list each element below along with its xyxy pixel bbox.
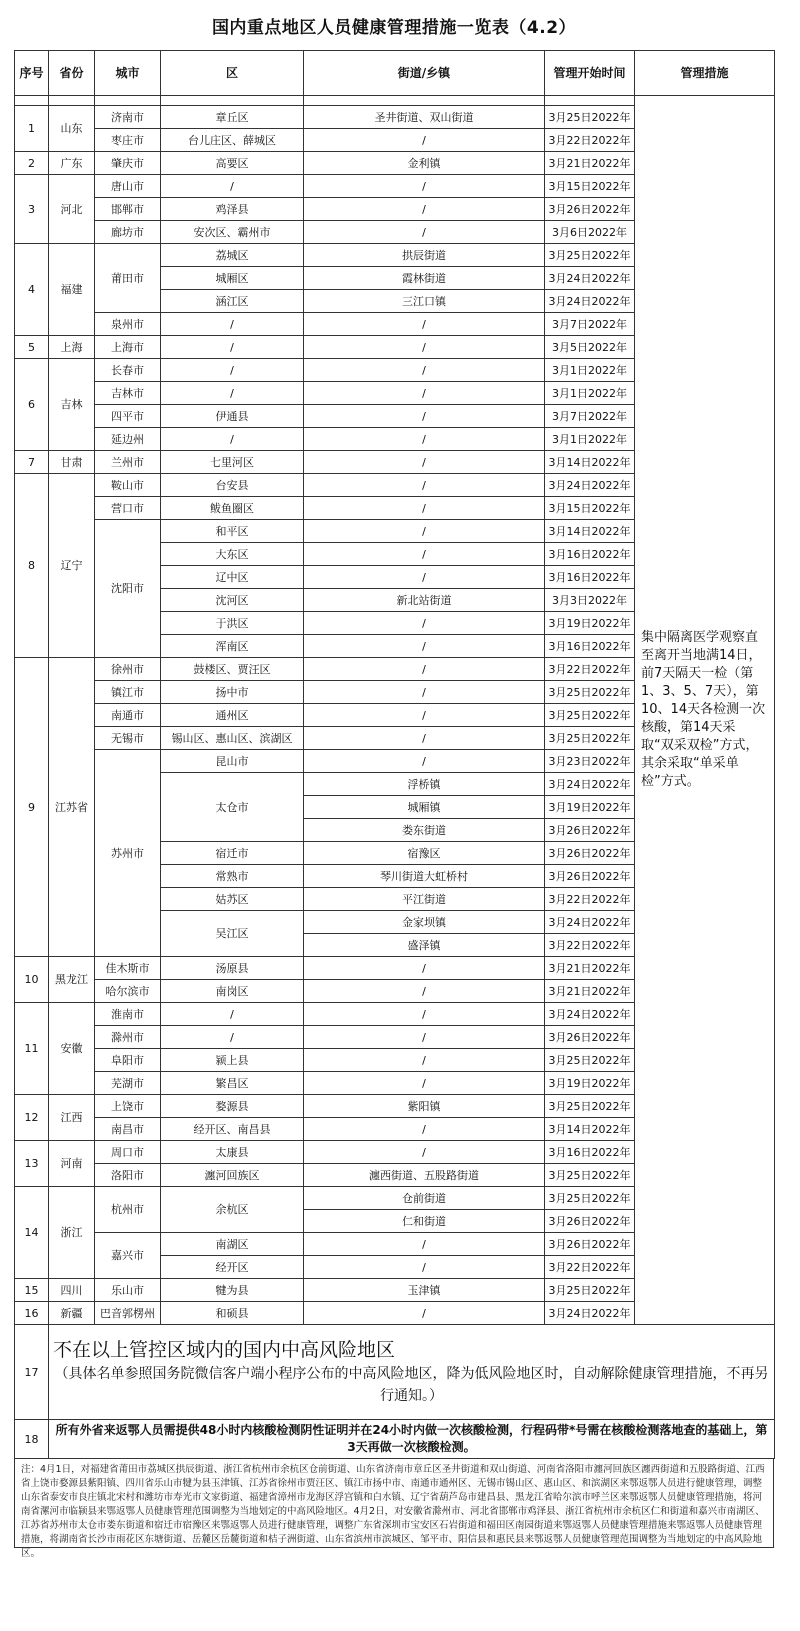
- row-17: [15, 1325, 775, 1420]
- col-header-district: 区: [161, 51, 304, 96]
- city-cell: 枣庄市: [95, 129, 161, 152]
- province-cell: 上海: [49, 336, 95, 359]
- street-cell: /: [304, 313, 545, 336]
- empty-cell: [49, 96, 95, 106]
- row17-main-text: 不在以上管控区域内的国内中高风险地区: [53, 1339, 396, 1361]
- date-cell: 3月26日2022年: [545, 865, 635, 888]
- district-cell: 汤原县: [161, 957, 304, 980]
- row-18: [15, 1420, 775, 1459]
- date-cell: 3月14日2022年: [545, 451, 635, 474]
- street-cell: /: [304, 129, 545, 152]
- street-cell: 新北站街道: [304, 589, 545, 612]
- district-cell: 婺源县: [161, 1095, 304, 1118]
- province-cell: 吉林: [49, 359, 95, 451]
- footnote: 注：4月1日，对福建省莆田市荔城区拱辰街道、浙江省杭州市余杭区仓前街道、山东省济南市章丘区圣井街道和双山街道、河南省洛阳市瀍河回族区瀍西街道和五股路街道、江西省上饶市婺源县紫阳镇、四川省乐山市犍为县玉津镇、江苏省徐州市贾汪区、镇江市扬中市、南通市通州区、无锡市锡山区、惠山区、和滨湖区来鄂返鄂人员进行健康管理，调整山东省泰安市良庄镇北宋村和潍坊市寿光市文家街道、福建省漳州市龙海区浮宫镇和白水镇、辽宁省葫芦岛市建昌县、黑龙江省哈尔滨市呼兰区来鄂返鄂人员健康管理措施，将河南省漯河市临颍县来鄂返鄂人员健康管理范围调整为当地划定的中高风险地区。4月2日，对安徽省滁州市、河北省邯郸市鸡泽县、浙江省杭州市余杭区仁和街道和嘉兴市南湖区、江苏省苏州市太仓市娄东街道和宿迁市宿豫区来鄂返鄂人员进行健康管理，调整广东省深圳市宝安区石岩街道和福田区南园街道来鄂返鄂人员健康管理措施来鄂返鄂人员健康管理措施，将湖南省长沙市雨花区东塘街道、岳麓区岳麓街道和桔子洲街道、山东省滨州市滨城区、邹平市、阳信县和惠民县来鄂返鄂人员健康管理范围调整为当地划定的中高风险地区。: [14, 1459, 774, 1548]
- row-number: 1: [15, 106, 49, 152]
- row-number: 16: [15, 1302, 49, 1325]
- district-cell: 台安县: [161, 474, 304, 497]
- page-title: 国内重点地区人员健康管理措施一览表（4.2）: [211, 17, 577, 38]
- district-cell: 经开区: [161, 1256, 304, 1279]
- street-cell: /: [304, 1049, 545, 1072]
- city-cell: 肇庆市: [95, 152, 161, 175]
- district-cell: 台儿庄区、薛城区: [161, 129, 304, 152]
- date-cell: 3月24日2022年: [545, 267, 635, 290]
- street-cell: 紫阳镇: [304, 1095, 545, 1118]
- date-cell: 3月16日2022年: [545, 635, 635, 658]
- province-cell: 山东: [49, 106, 95, 152]
- date-cell: 3月22日2022年: [545, 934, 635, 957]
- date-cell: 3月25日2022年: [545, 1095, 635, 1118]
- street-cell: /: [304, 543, 545, 566]
- district-cell: /: [161, 1026, 304, 1049]
- date-cell: 3月21日2022年: [545, 957, 635, 980]
- date-cell: 3月24日2022年: [545, 773, 635, 796]
- date-cell: 3月21日2022年: [545, 152, 635, 175]
- date-cell: 3月1日2022年: [545, 382, 635, 405]
- page: [14, 0, 774, 1559]
- date-cell: 3月26日2022年: [545, 198, 635, 221]
- date-cell: 3月22日2022年: [545, 129, 635, 152]
- row-number: 11: [15, 1003, 49, 1095]
- col-header-city: 城市: [95, 51, 161, 96]
- street-cell: /: [304, 635, 545, 658]
- city-cell: 延边州: [95, 428, 161, 451]
- street-cell: /: [304, 980, 545, 1003]
- row-number: 13: [15, 1141, 49, 1187]
- date-cell: 3月6日2022年: [545, 221, 635, 244]
- street-cell: 浮桥镇: [304, 773, 545, 796]
- district-cell: 经开区、南昌县: [161, 1118, 304, 1141]
- city-cell: 嘉兴市: [95, 1233, 161, 1279]
- city-cell: 芜湖市: [95, 1072, 161, 1095]
- date-cell: 3月16日2022年: [545, 543, 635, 566]
- table-body: [15, 96, 775, 1459]
- district-cell: 南湖区: [161, 1233, 304, 1256]
- street-cell: 金家坝镇: [304, 911, 545, 934]
- district-cell: 鲅鱼圈区: [161, 497, 304, 520]
- row-number: 15: [15, 1279, 49, 1302]
- date-cell: 3月24日2022年: [545, 290, 635, 313]
- province-cell: 甘肃: [49, 451, 95, 474]
- row-number: 3: [15, 175, 49, 244]
- row-number: 4: [15, 244, 49, 336]
- province-cell: 安徽: [49, 1003, 95, 1095]
- street-cell: /: [304, 658, 545, 681]
- city-cell: 上饶市: [95, 1095, 161, 1118]
- row-number: 2: [15, 152, 49, 175]
- date-cell: 3月21日2022年: [545, 980, 635, 1003]
- city-cell: 佳木斯市: [95, 957, 161, 980]
- district-cell: 七里河区: [161, 451, 304, 474]
- date-cell: 3月24日2022年: [545, 1302, 635, 1325]
- city-cell: 莆田市: [95, 244, 161, 313]
- street-cell: /: [304, 566, 545, 589]
- date-cell: 3月25日2022年: [545, 1187, 635, 1210]
- city-cell: 长春市: [95, 359, 161, 382]
- date-cell: 3月24日2022年: [545, 911, 635, 934]
- city-cell: 唐山市: [95, 175, 161, 198]
- district-cell: 南岗区: [161, 980, 304, 1003]
- date-cell: 3月16日2022年: [545, 1141, 635, 1164]
- city-cell: 巴音郭楞州: [95, 1302, 161, 1325]
- col-header-street: 街道/乡镇: [304, 51, 545, 96]
- measure-cell: 集中隔离医学观察直至离开当地满14日，前7天隔天一检（第1、3、5、7天），第10、14天各检测一次核酸，第14天采取“双采双检”方式，其余采取“单采单检”方式。: [635, 96, 775, 1325]
- district-cell: 常熟市: [161, 865, 304, 888]
- district-cell: 荔城区: [161, 244, 304, 267]
- city-cell: 哈尔滨市: [95, 980, 161, 1003]
- street-cell: 宿豫区: [304, 842, 545, 865]
- city-cell: 杭州市: [95, 1187, 161, 1233]
- date-cell: 3月22日2022年: [545, 1256, 635, 1279]
- date-cell: 3月25日2022年: [545, 1279, 635, 1302]
- district-cell: 犍为县: [161, 1279, 304, 1302]
- city-cell: 无锡市: [95, 727, 161, 750]
- street-cell: 三江口镇: [304, 290, 545, 313]
- street-cell: 仓前街道: [304, 1187, 545, 1210]
- date-cell: 3月25日2022年: [545, 1049, 635, 1072]
- date-cell: 3月15日2022年: [545, 175, 635, 198]
- street-cell: /: [304, 750, 545, 773]
- street-cell: /: [304, 520, 545, 543]
- date-cell: 3月14日2022年: [545, 520, 635, 543]
- street-cell: /: [304, 405, 545, 428]
- date-cell: 3月7日2022年: [545, 405, 635, 428]
- street-cell: /: [304, 336, 545, 359]
- city-cell: 上海市: [95, 336, 161, 359]
- district-cell: /: [161, 359, 304, 382]
- city-cell: 南通市: [95, 704, 161, 727]
- district-cell: 和硕县: [161, 1302, 304, 1325]
- data-table: [14, 50, 775, 1459]
- date-cell: 3月26日2022年: [545, 842, 635, 865]
- street-cell: /: [304, 198, 545, 221]
- street-cell: /: [304, 382, 545, 405]
- street-cell: /: [304, 451, 545, 474]
- date-cell: 3月26日2022年: [545, 819, 635, 842]
- province-cell: 四川: [49, 1279, 95, 1302]
- city-cell: 兰州市: [95, 451, 161, 474]
- col-header-province: 省份: [49, 51, 95, 96]
- district-cell: 繁昌区: [161, 1072, 304, 1095]
- empty-cell: [161, 96, 304, 106]
- date-cell: 3月25日2022年: [545, 704, 635, 727]
- district-cell: 颍上县: [161, 1049, 304, 1072]
- street-cell: /: [304, 612, 545, 635]
- district-cell: /: [161, 313, 304, 336]
- street-cell: /: [304, 497, 545, 520]
- street-cell: /: [304, 1141, 545, 1164]
- empty-cell: [95, 96, 161, 106]
- row17-content: [49, 1325, 775, 1420]
- street-cell: /: [304, 474, 545, 497]
- district-cell: 鸡泽县: [161, 198, 304, 221]
- city-cell: 乐山市: [95, 1279, 161, 1302]
- date-cell: 3月24日2022年: [545, 1003, 635, 1026]
- district-cell: /: [161, 1003, 304, 1026]
- city-cell: 鞍山市: [95, 474, 161, 497]
- street-cell: /: [304, 1026, 545, 1049]
- col-header-no: 序号: [15, 51, 49, 96]
- col-header-measure: 管理措施: [635, 51, 775, 96]
- district-cell: 姑苏区: [161, 888, 304, 911]
- date-cell: 3月19日2022年: [545, 1072, 635, 1095]
- district-cell: 高要区: [161, 152, 304, 175]
- city-cell: 营口市: [95, 497, 161, 520]
- date-cell: 3月3日2022年: [545, 589, 635, 612]
- province-cell: 黑龙江: [49, 957, 95, 1003]
- street-cell: /: [304, 1256, 545, 1279]
- city-cell: 济南市: [95, 106, 161, 129]
- row-number: 18: [15, 1420, 49, 1459]
- street-cell: /: [304, 175, 545, 198]
- street-cell: 琴川街道大虹桥村: [304, 865, 545, 888]
- date-cell: 3月22日2022年: [545, 888, 635, 911]
- district-cell: 浑南区: [161, 635, 304, 658]
- city-cell: 周口市: [95, 1141, 161, 1164]
- date-cell: 3月5日2022年: [545, 336, 635, 359]
- district-cell: 鼓楼区、贾汪区: [161, 658, 304, 681]
- district-cell: 太仓市: [161, 773, 304, 842]
- city-cell: 滁州市: [95, 1026, 161, 1049]
- date-cell: 3月22日2022年: [545, 658, 635, 681]
- district-cell: 太康县: [161, 1141, 304, 1164]
- spacer-row: [15, 96, 775, 106]
- col-header-date: 管理开始时间: [545, 51, 635, 96]
- province-cell: 辽宁: [49, 474, 95, 658]
- row-number: 9: [15, 658, 49, 957]
- row-number: 6: [15, 359, 49, 451]
- city-cell: 四平市: [95, 405, 161, 428]
- city-cell: 泉州市: [95, 313, 161, 336]
- district-cell: 辽中区: [161, 566, 304, 589]
- district-cell: 吴江区: [161, 911, 304, 957]
- province-cell: 河南: [49, 1141, 95, 1187]
- empty-cell: [15, 96, 49, 106]
- city-cell: 南昌市: [95, 1118, 161, 1141]
- city-cell: 阜阳市: [95, 1049, 161, 1072]
- date-cell: 3月1日2022年: [545, 359, 635, 382]
- city-cell: 吉林市: [95, 382, 161, 405]
- row-number: 14: [15, 1187, 49, 1279]
- city-cell: 镇江市: [95, 681, 161, 704]
- row-number: 10: [15, 957, 49, 1003]
- city-cell: 淮南市: [95, 1003, 161, 1026]
- province-cell: 福建: [49, 244, 95, 336]
- date-cell: 3月25日2022年: [545, 244, 635, 267]
- date-cell: 3月1日2022年: [545, 428, 635, 451]
- date-cell: 3月25日2022年: [545, 681, 635, 704]
- province-cell: 江西: [49, 1095, 95, 1141]
- city-cell: 邯郸市: [95, 198, 161, 221]
- street-cell: /: [304, 428, 545, 451]
- row-number: 7: [15, 451, 49, 474]
- row-number: 12: [15, 1095, 49, 1141]
- city-cell: 徐州市: [95, 658, 161, 681]
- district-cell: 大东区: [161, 543, 304, 566]
- district-cell: 宿迁市: [161, 842, 304, 865]
- header-row: [15, 51, 775, 96]
- district-cell: /: [161, 175, 304, 198]
- date-cell: 3月7日2022年: [545, 313, 635, 336]
- date-cell: 3月24日2022年: [545, 474, 635, 497]
- empty-cell: [545, 96, 635, 106]
- district-cell: 扬中市: [161, 681, 304, 704]
- province-cell: 河北: [49, 175, 95, 244]
- district-cell: 和平区: [161, 520, 304, 543]
- date-cell: 3月26日2022年: [545, 1026, 635, 1049]
- street-cell: 圣井街道、双山街道: [304, 106, 545, 129]
- street-cell: 玉津镇: [304, 1279, 545, 1302]
- row-number: 8: [15, 474, 49, 658]
- province-cell: 新疆: [49, 1302, 95, 1325]
- street-cell: /: [304, 1302, 545, 1325]
- street-cell: 拱辰街道: [304, 244, 545, 267]
- street-cell: /: [304, 1072, 545, 1095]
- street-cell: /: [304, 681, 545, 704]
- street-cell: 仁和街道: [304, 1210, 545, 1233]
- street-cell: /: [304, 1233, 545, 1256]
- district-cell: 涵江区: [161, 290, 304, 313]
- city-cell: 洛阳市: [95, 1164, 161, 1187]
- date-cell: 3月26日2022年: [545, 1233, 635, 1256]
- date-cell: 3月25日2022年: [545, 1164, 635, 1187]
- district-cell: 安次区、霸州市: [161, 221, 304, 244]
- district-cell: /: [161, 428, 304, 451]
- empty-cell: [304, 96, 545, 106]
- row18-text: 所有外省来返鄂人员需提供48小时内核酸检测阴性证明并在24小时内做一次核酸检测，行程码带*号需在核酸检测落地查的基础上，第3天再做一次核酸检测。: [49, 1420, 775, 1459]
- district-cell: 通州区: [161, 704, 304, 727]
- date-cell: 3月23日2022年: [545, 750, 635, 773]
- date-cell: 3月19日2022年: [545, 796, 635, 819]
- street-cell: /: [304, 1003, 545, 1026]
- district-cell: /: [161, 336, 304, 359]
- province-cell: 江苏省: [49, 658, 95, 957]
- date-cell: 3月19日2022年: [545, 612, 635, 635]
- date-cell: 3月25日2022年: [545, 727, 635, 750]
- district-cell: 瀍河回族区: [161, 1164, 304, 1187]
- date-cell: 3月25日2022年: [545, 106, 635, 129]
- province-cell: 浙江: [49, 1187, 95, 1279]
- district-cell: 沈河区: [161, 589, 304, 612]
- street-cell: 平江街道: [304, 888, 545, 911]
- district-cell: /: [161, 382, 304, 405]
- province-cell: 广东: [49, 152, 95, 175]
- date-cell: 3月14日2022年: [545, 1118, 635, 1141]
- district-cell: 城厢区: [161, 267, 304, 290]
- street-cell: 金利镇: [304, 152, 545, 175]
- street-cell: /: [304, 221, 545, 244]
- street-cell: /: [304, 727, 545, 750]
- district-cell: 昆山市: [161, 750, 304, 773]
- city-cell: 廊坊市: [95, 221, 161, 244]
- city-cell: 沈阳市: [95, 520, 161, 658]
- street-cell: 娄东街道: [304, 819, 545, 842]
- street-cell: /: [304, 704, 545, 727]
- street-cell: 霞林街道: [304, 267, 545, 290]
- row17-sub-text: （具体名单参照国务院微信客户端小程序公布的中高风险地区，降为低风险地区时，自动解除健康管理措施，不再另行通知。）: [54, 1366, 769, 1404]
- date-cell: 3月26日2022年: [545, 1210, 635, 1233]
- city-cell: 苏州市: [95, 750, 161, 957]
- row-number: 5: [15, 336, 49, 359]
- street-cell: /: [304, 957, 545, 980]
- street-cell: 瀍西街道、五股路街道: [304, 1164, 545, 1187]
- district-cell: 伊通县: [161, 405, 304, 428]
- district-cell: 于洪区: [161, 612, 304, 635]
- date-cell: 3月16日2022年: [545, 566, 635, 589]
- district-cell: 余杭区: [161, 1187, 304, 1233]
- street-cell: /: [304, 1118, 545, 1141]
- district-cell: 锡山区、惠山区、滨湖区: [161, 727, 304, 750]
- date-cell: 3月15日2022年: [545, 497, 635, 520]
- district-cell: 章丘区: [161, 106, 304, 129]
- street-cell: 盛泽镇: [304, 934, 545, 957]
- street-cell: 城厢镇: [304, 796, 545, 819]
- row-number: 17: [15, 1325, 49, 1420]
- street-cell: /: [304, 359, 545, 382]
